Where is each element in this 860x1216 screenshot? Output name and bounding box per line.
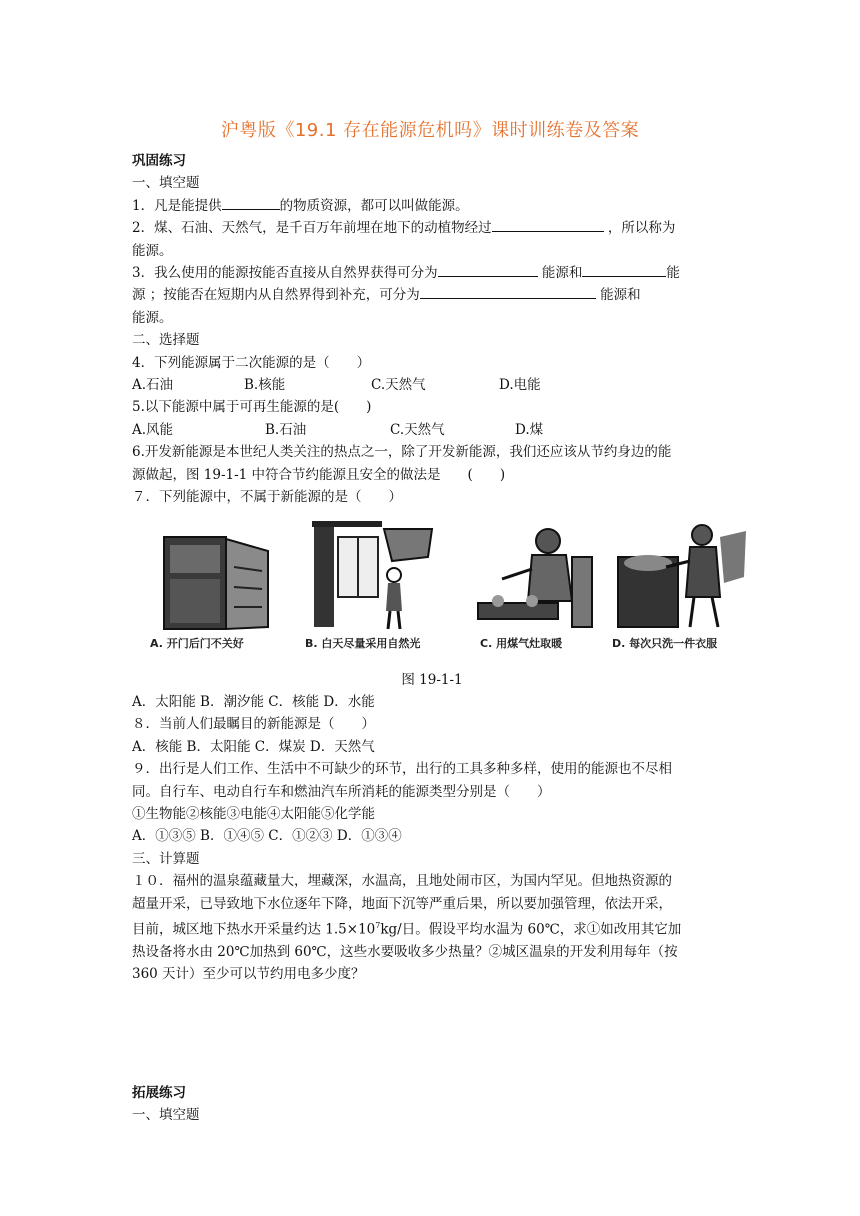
question-4-options [132, 374, 732, 396]
part-heading: 一、填空题 [132, 175, 200, 192]
question-1 [132, 195, 732, 217]
q10-text-b: kg/日。假设平均水温为 60℃，求①如改用其它加 [380, 921, 682, 938]
answer-blank [420, 284, 596, 299]
option-a: A.石油 [132, 377, 174, 394]
refrigerator-illustration [150, 517, 292, 635]
figure-19-1-1 [132, 517, 732, 669]
caption-d: D. 每次只洗一件衣服 [612, 636, 718, 650]
figure-label: 图 19-1-1 [401, 671, 463, 688]
q10-exponent: 7 [375, 920, 381, 930]
question-10-line3 [132, 915, 732, 941]
caption-c: C. 用煤气灶取暖 [480, 636, 563, 650]
question-6: 6.开发新能源是本世纪人类关注的热点之一，除了开发新能源，我们还应该从节约身边的能 [132, 444, 672, 461]
document-body [132, 150, 732, 1127]
option-a: A.风能 [132, 421, 174, 438]
option-b: B.核能 [244, 377, 286, 394]
question-3-cont [132, 284, 732, 306]
question-4: 4．下列能源属于二次能源的是（ ） [132, 354, 371, 371]
q2-text-b: ，所以称为 [607, 220, 676, 237]
q1-text-a: 1．凡是能提供 [132, 197, 222, 214]
question-9-options: A．①③⑤ B．①④⑤ C．①②③ D．①③④ [132, 828, 402, 845]
answer-blank [438, 262, 538, 277]
part-heading: 三、计算题 [132, 850, 200, 867]
option-d: D.电能 [499, 377, 541, 394]
answer-blank [222, 195, 280, 210]
question-3-end: 能源。 [132, 309, 173, 326]
question-5: 5.以下能源中属于可再生能源的是( ) [132, 399, 372, 416]
spacer [132, 986, 732, 1082]
q1-text-b: 的物质资源，都可以叫做能源。 [279, 197, 469, 214]
caption-b: B. 白天尽量采用自然光 [305, 636, 421, 650]
section-heading: 巩固练习 [132, 153, 186, 169]
gas-stove-illustration [462, 517, 604, 635]
question-10-line4: 热设备将水由 20℃加热到 60℃，这些水要吸收多少热量？②城区温泉的开发利用每年（按 [132, 943, 678, 960]
window-light-illustration [302, 517, 444, 635]
part-heading: 二、选择题 [132, 332, 200, 349]
option-c: C.天然气 [390, 421, 445, 438]
question-2 [132, 217, 732, 239]
question-8: ８．当前人们最瞩目的新能源是（ ） [132, 716, 375, 733]
q3-text-c: 能 [666, 265, 680, 282]
q3-text-e: 能源和 [600, 287, 641, 304]
caption-a: A. 开门后门不关好 [150, 636, 244, 650]
page-title: 沪粤版《19.1 存在能源危机吗》课时训练卷及答案 [220, 120, 640, 141]
question-10-line5: 360 天计）至少可以节约用电多少度？ [132, 966, 365, 983]
q10-text-a: 目前，城区地下热水开采量约达 1.5×10 [132, 921, 376, 938]
option-d: D.煤 [515, 421, 544, 438]
question-2-cont: 能源。 [132, 242, 173, 259]
question-10: １０．福州的温泉蕴藏量大，埋藏深，水温高，且地处闹市区，为国内罕见。但地热资源的 [132, 873, 672, 890]
question-8-options: A．核能 B．太阳能 C．煤炭 D．天然气 [132, 738, 375, 755]
question-7-options: A．太阳能 B．潮汐能 C．核能 D．水能 [132, 693, 375, 710]
washing-machine-illustration [610, 517, 752, 635]
question-9: ９．出行是人们工作、生活中不可缺少的环节，出行的工具多种多样，使用的能源也不尽相 [132, 761, 672, 778]
question-7: ７．下列能源中，不属于新能源的是（ ） [132, 489, 402, 506]
q3-text-a: 3．我么使用的能源按能否直接从自然界获得可分为 [132, 265, 438, 282]
question-6-cont: 源做起，图 19-1-1 中符合节约能源且安全的做法是 ( ) [132, 466, 506, 483]
q3-text-b: 能源和 [541, 265, 583, 282]
option-c: C.天然气 [371, 377, 426, 394]
figure-captions [150, 633, 770, 653]
answer-blank [492, 217, 604, 232]
question-9-list: ①生物能②核能③电能④太阳能⑤化学能 [132, 805, 375, 822]
question-10-line2: 超量开采，已导致地下水位逐年下降，地面下沉等严重后果，所以要加强管理，依法开采， [132, 895, 672, 912]
question-3 [132, 262, 732, 284]
question-5-options [132, 419, 732, 441]
answer-blank [582, 262, 666, 277]
part-heading: 一、填空题 [132, 1107, 200, 1124]
q2-text-a: 2．煤、石油、天然气，是千百万年前埋在地下的动植物经过 [132, 220, 492, 237]
q3-text-d: 源 ；按能否在短期内从自然界得到补充，可分为 [132, 287, 420, 304]
section-heading: 拓展练习 [132, 1084, 186, 1101]
question-9-cont: 同。自行车、电动自行车和燃油汽车所消耗的能源类型分别是（ ） [132, 783, 551, 800]
option-b: B.石油 [265, 421, 307, 438]
